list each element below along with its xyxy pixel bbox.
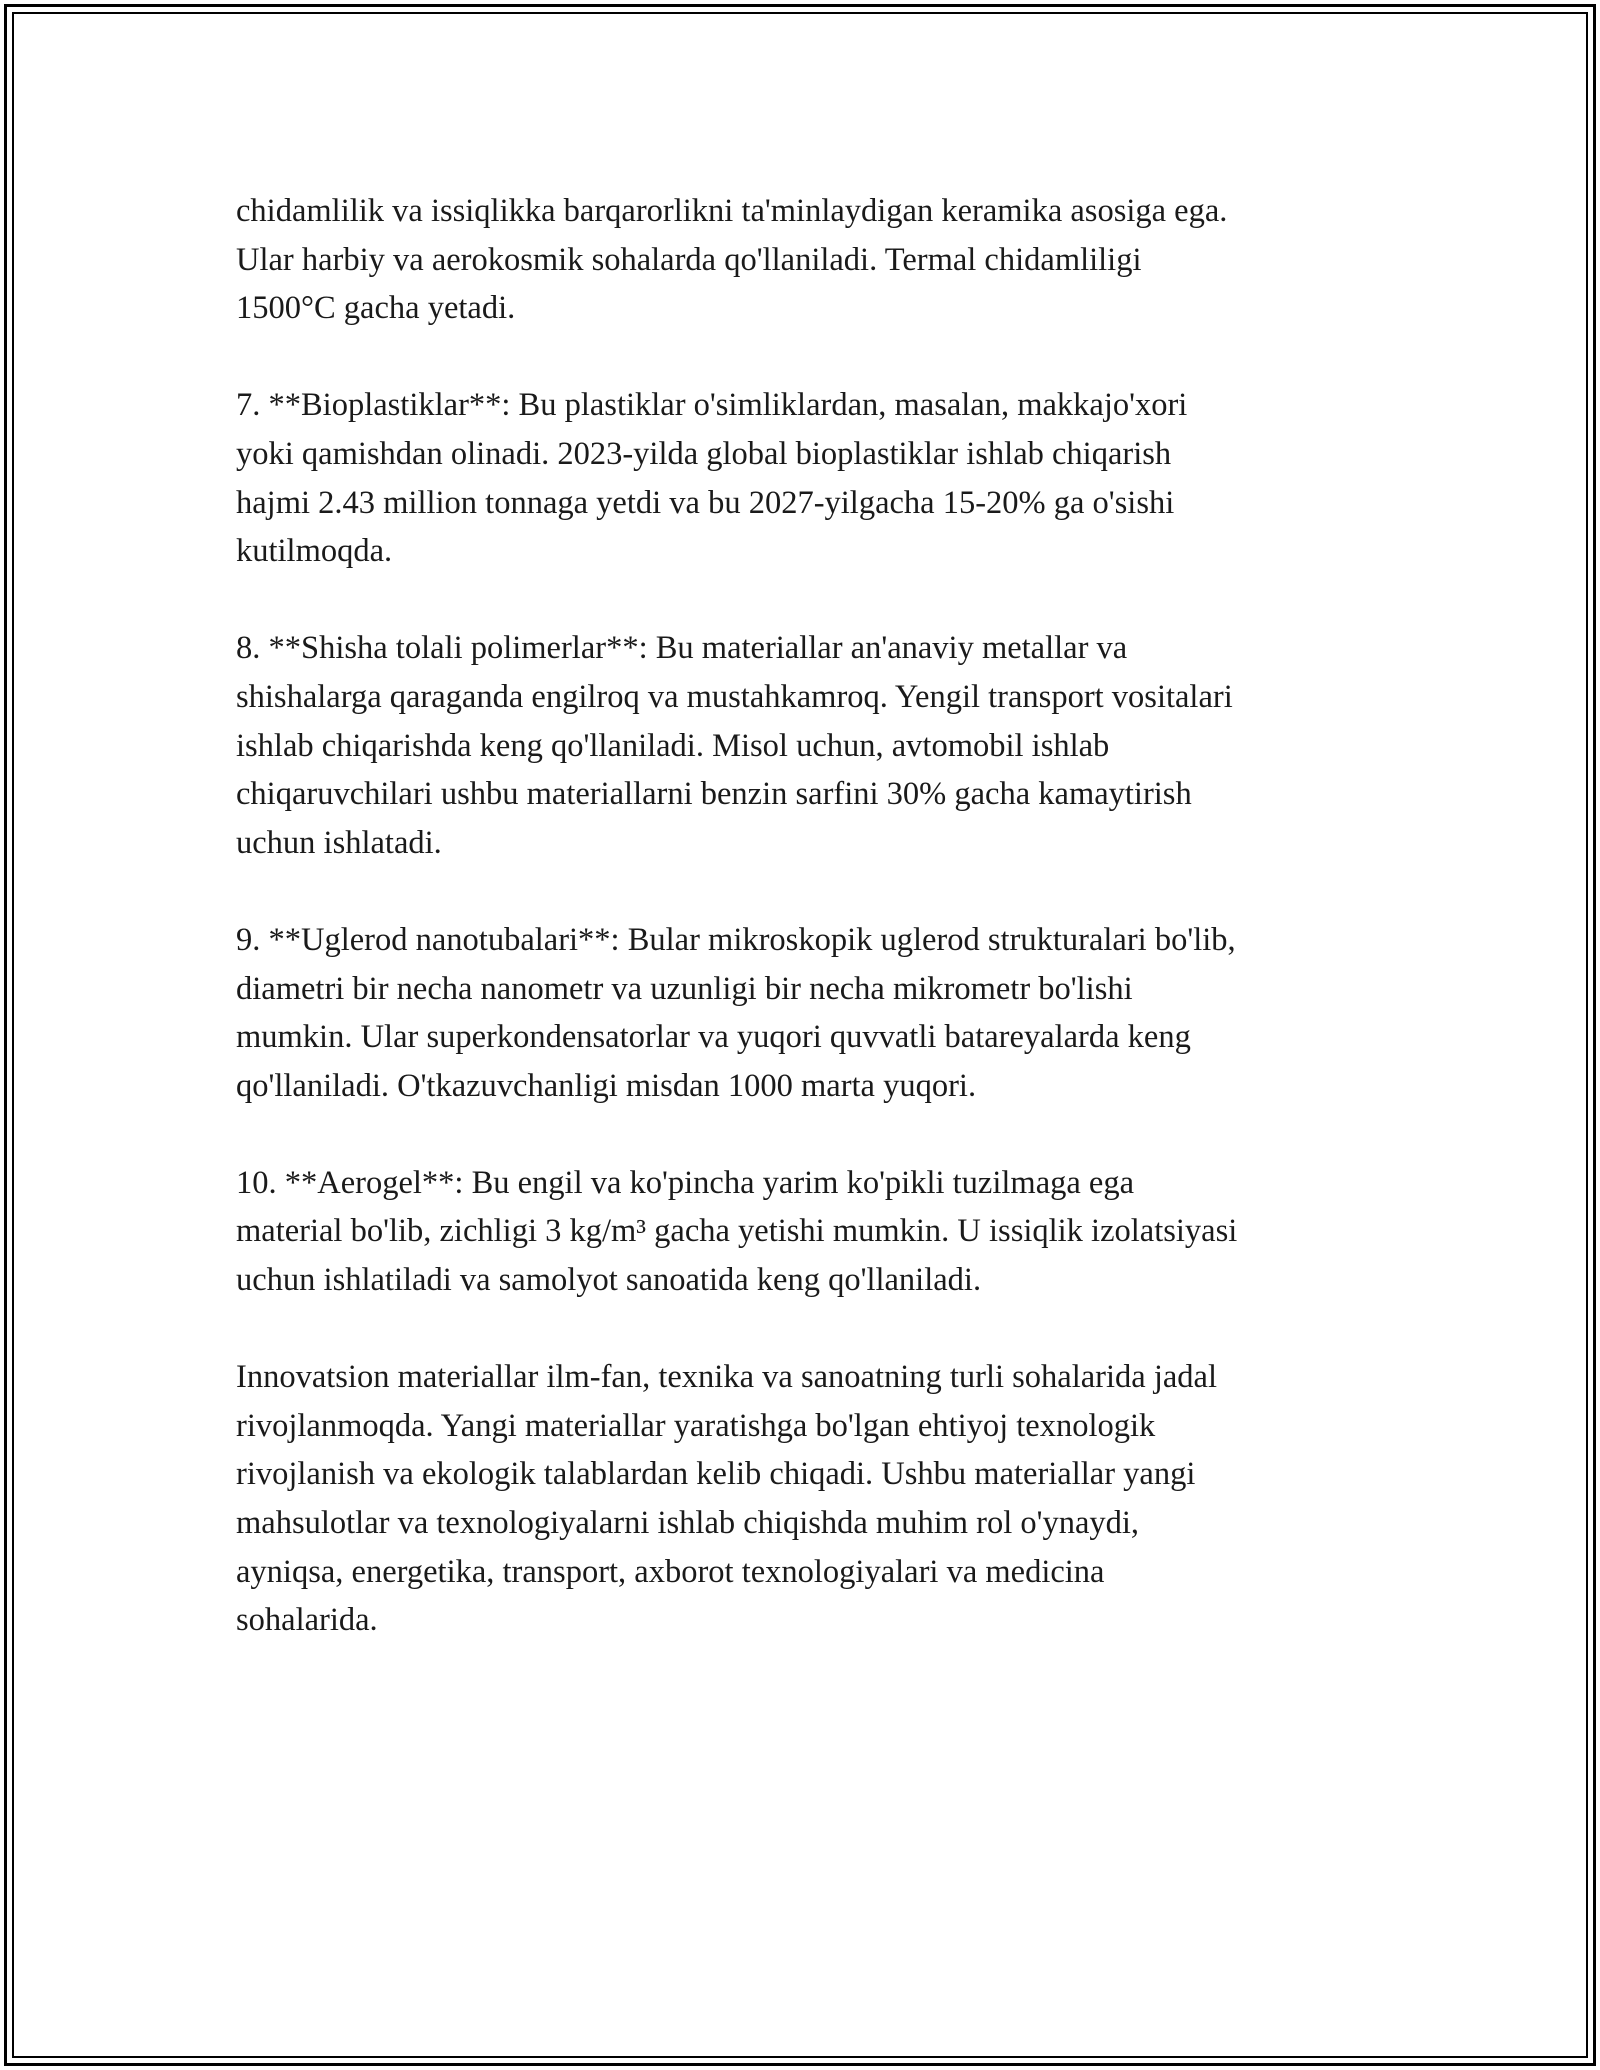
paragraph-glass-fiber-polymers: 8. **Shisha tolali polimerlar**: Bu materiallar an'anaviy metallar va shishalarga qaraganda engilroq va mustahkamroq. Yengil transport vositalari ishlab chiqarishda keng qo'llaniladi. Misol uchun, avtomobil ishlab chiqaruvchilari ushbu materiallarni benzin sarfini 30% gacha kamaytirish uchun ishlatadi.: [236, 630, 1233, 861]
paragraph-conclusion: Innovatsion materiallar ilm-fan, texnika va sanoatning turli sohalarida jadal rivojlanmoqda. Yangi materiallar yaratishga bo'lgan ehtiyoj texnologik rivojlanish va ekologik talablardan kelib chiqadi. Ushbu materiallar yangi mahsulotlar va texnologiyalarni ishlab chiqishda muhim rol o'ynaydi, ayniqsa, energetika, transport, axborot texnologiyalari va medicina sohalarida.: [236, 1359, 1217, 1639]
paragraph-bioplastics: 7. **Bioplastiklar**: Bu plastiklar o'simliklardan, masalan, makkajo'xori yoki qamishdan olinadi. 2023-yilda global bioplastiklar ishlab chiqarish hajmi 2.43 million tonnaga yetdi va bu 2027-yilgacha 15-20% ga o'sishi kutilmoqda.: [236, 387, 1188, 570]
paragraph-ceramics-continuation: chidamlilik va issiqlikka barqarorlikni ta'minlaydigan keramika asosiga ega. Ular harbiy va aerokosmik sohalarda qo'llaniladi. Termal chidamliligi 1500°C gacha yetadi.: [236, 193, 1228, 327]
paragraph-carbon-nanotubes: 9. **Uglerod nanotubalari**: Bular mikroskopik uglerod strukturalari bo'lib, diametri bir necha nanometr va uzunligi bir necha mikrometr bo'lishi mumkin. Ular superkondensatorlar va yuqori quvvatli batareyalarda keng qo'llaniladi. O'tkazuvchanligi misdan 1000 marta yuqori.: [236, 921, 1236, 1104]
document-body: [236, 187, 1376, 1693]
paragraph-aerogel: 10. **Aerogel**: Bu engil va ko'pincha yarim ko'pikli tuzilmaga ega material bo'lib, zichligi 3 kg/m³ gacha yetishi mumkin. U issiqlik izolatsiyasi uchun ishlatiladi va samolyot sanoatida keng qo'llaniladi.: [236, 1164, 1238, 1299]
